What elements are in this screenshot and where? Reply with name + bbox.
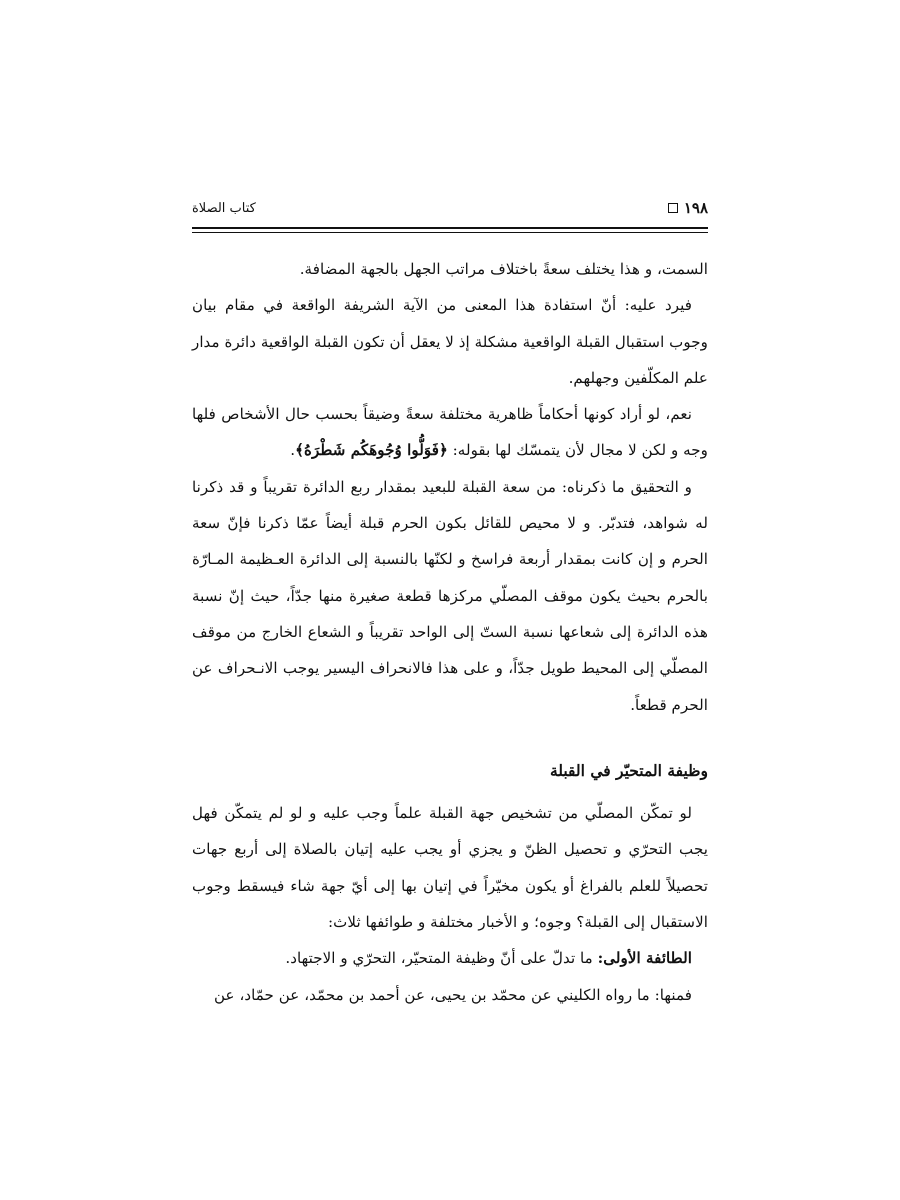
paragraph-6	[192, 940, 708, 976]
book-page	[192, 195, 708, 1004]
paragraph-3	[192, 396, 708, 469]
paragraph-5: لو تمكّن المصلّي من تشخيص جهة القبلة علماً وجب عليه و لو لم يتمكّن فهل يجب التحرّي و تحصيل الظنّ و يجزي أو يجب عليه إتيان بالصلاة إلى أربع جهات تحصيلاً للعلم بالفراغ أو يكون مخيّراً في إتيان بها إلى أيّ جهة شاء فيسقط وجوب الاستقبال إلى القبلة؟ وجوه؛ و الأخبار مختلفة و طوائفها ثلاث:	[192, 804, 708, 932]
quran-verse: ﴿فَوَلُّوا وُجُوهَكُم شَطْرَهُ﴾	[295, 441, 448, 460]
paragraph-1: السمت، و هذا يختلف سعةً باختلاف مراتب الجهل بالجهة المضافة.	[299, 260, 708, 278]
page-header	[192, 195, 708, 221]
section-heading: وظيفة المتحيّر في القبلة	[549, 760, 708, 780]
header-rule-thin	[192, 232, 708, 233]
paragraph-6-text: ما تدلّ على أنّ وظيفة المتحيّر، التحرّي و الاجتهاد.	[285, 949, 598, 968]
category-label: الطائفة الأولى:	[597, 949, 692, 968]
square-icon	[668, 203, 678, 213]
paragraph-3-end: .	[290, 441, 296, 460]
book-title: كتاب الصلاة	[192, 201, 256, 216]
page-number: ۱۹۸	[683, 199, 708, 217]
header-rule-thick	[192, 227, 708, 229]
page-number-block	[668, 199, 708, 217]
page-body	[192, 251, 708, 1013]
paragraph-3-text: نعم، لو أراد كونها أحكاماً ظاهرية مختلفة سعةً وضيقاً بحسب حال الأشخاص فلها وجه و لكن لا مجال لأن يتمسّك لها بقوله:	[192, 405, 708, 460]
paragraph-2: فيرد عليه: أنّ استفادة هذا المعنى من الآية الشريفة الواقعة في مقام بيان وجوب استقبال القبلة الواقعية مشكلة إذ لا يعقل أن تكون القبلة الواقعية دائرة مدار علم المكلّفين وجهلهم.	[192, 296, 708, 387]
paragraph-7: فمنها: ما رواه الكليني عن محمّد بن يحيى، عن أحمد بن محمّد، عن حمّاد، عن	[214, 985, 692, 1004]
paragraph-4: و التحقيق ما ذكرناه: من سعة القبلة للبعيد بمقدار ربع الدائرة تقريباً و قد ذكرنا له شواهد، فتدبّر. و لا محيص للقائل بكون الحرم قبلة أيضاً عمّا ذكرنا فإنّ سعة الحرم و إن كانت بمقدار أربعة فراسخ و لكنّها بالنسبة إلى الدائرة العـظيمة المـارّة بالحرم بحيث يكون موقف المصلّي مركزها قطعة صغيرة منها جدّاً، حيث إنّ نسبة هذه الدائرة إلى شعاعها نسبة الستّ إلى الواحد تقريباً و الشعاع الخارج من موقف المصلّي إلى المحيط طويل جدّاً، و على هذا فالانحراف اليسير يوجب الانـحراف عن الحرم قطعاً.	[192, 477, 708, 714]
